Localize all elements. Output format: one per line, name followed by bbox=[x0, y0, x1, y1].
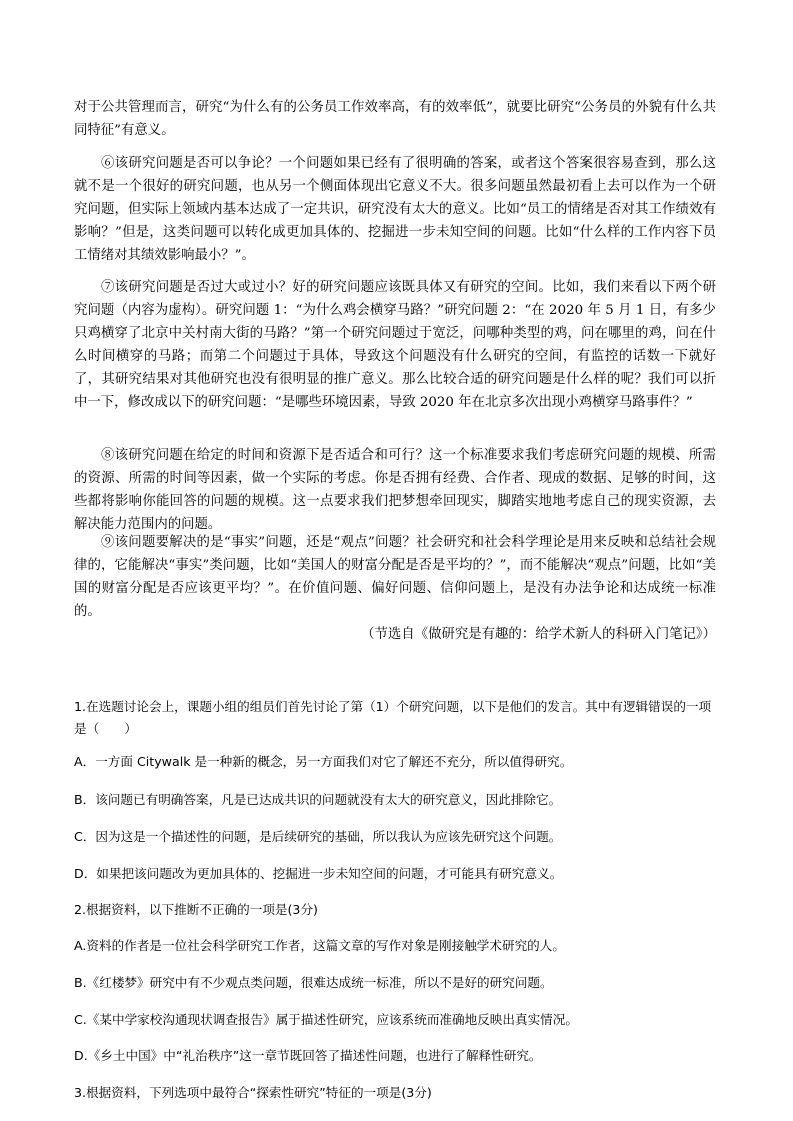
article-paragraph-intro: 对于公共管理而言，研究“为什么有的公务员工作效率高，有的效率低”，就要比研究“公务员的外貌有什么共同特征”有意义。 bbox=[74, 100, 716, 138]
article-paragraph-8: ⑧该研究问题在给定的时间和资源下是否适合和可行？这一个标准要求我们考虑研究问题的规模、所需的资源、所需的时间等因素，做一个实际的考虑。你是否拥有经费、合作者、现成的数据、足够的时间，这些都将影响你能回答的问题的规模。这一点要求我们把梦想牵回现实，脚踏实地地考虑自己的现实资源，去解决能力范围内的问题。 bbox=[74, 448, 716, 532]
question-2-stem: 2.根据资料，以下推断不正确的一项是(3分) bbox=[74, 902, 318, 917]
question-2-option-b: B.《红楼梦》研究中有不少观点类问题，很难达成统一标准，所以不是好的研究问题。 bbox=[74, 975, 553, 990]
article-paragraph-9: ⑨该问题要解决的是“事实”问题，还是“观点”问题？社会研究和社会科学理论是用来反映和总结社会规律的，它能解决“事实”类问题，比如“美国人的财富分配是否是平均的？”，而不能解决“观点”问题，比如“美国的财富分配是否应该更平均？”。在价值问题、偏好问题、信仰问题上，是没有办法争论和达成统一标准的。 bbox=[74, 535, 716, 619]
question-2-option-c: C.《某中学家校沟通现状调查报告》属于描述性研究，应该系统而准确地反映出真实情况。 bbox=[74, 1012, 578, 1027]
question-1-option-b: B．该问题已有明确答案，凡是已达成共识的问题就没有太大的研究意义，因此排除它。 bbox=[74, 792, 562, 807]
question-1-option-a: A．一方面 Citywalk 是一种新的概念，另一方面我们对它了解还不充分，所以值得研究。 bbox=[74, 754, 573, 769]
question-1-stem: 1.在选题讨论会上，课题小组的组员们首先讨论了第（1）个研究问题，以下是他们的发言。其中有逻辑错误的一项是（ ） bbox=[74, 699, 712, 736]
question-2-option-d: D.《乡土中国》中“礼治秩序”这一章节既回答了描述性问题，也进行了解释性研究。 bbox=[74, 1048, 542, 1063]
question-1-option-d: D．如果把该问题改为更加具体的、挖掘进一步未知空间的问题，才可能具有研究意义。 bbox=[74, 866, 563, 881]
question-2-option-a: A.资料的作者是一位社会科学研究工作者，这篇文章的写作对象是刚接触学术研究的人。 bbox=[74, 938, 565, 953]
question-1-option-c: C．因为这是一个描述性的问题，是后续研究的基础，所以我认为应该先研究这个问题。 bbox=[74, 829, 562, 844]
article-paragraph-7: ⑦该研究问题是否过大或过小？好的研究问题应该既具体又有研究的空间。比如，我们来看以下两个研究问题（内容为虚构）。研究问题 1：“为什么鸡会横穿马路？”研究问题 2：“在 2020 年 5 月 1 日，有多少只鸡横穿了北京中关村南大街的马路？”第一个研究问题过于宽泛，问哪种类型的鸡，问在哪里的鸡，问在什么时间横穿的马路；而第二个问题过于具体，导致这个问题没有什么研究的空间，有监控的话数一下就好了，其研究结果对其他研究也没有很明显的推广意义。那么比较合适的研究问题是什么样的呢？我们可以折中一下，修改成以下的研究问题：“是哪些环境因素，导致 2020 年在北京多次出现小鸡横穿马路事件？” bbox=[74, 280, 716, 410]
article-source-citation: （节选自《做研究是有趣的：给学术新人的科研入门笔记》） bbox=[361, 627, 716, 642]
article-paragraph-6: ⑥该研究问题是否可以争论？一个问题如果已经有了很明确的答案，或者这个答案很容易查到，那么这就不是一个很好的研究问题，也从另一个侧面体现出它意义不大。很多问题虽然最初看上去可以作为一个研究问题，但实际上领域内基本达成了一定共识，研究没有太大的意义。比如“员工的情绪是否对其工作绩效有影响？”但是，这类问题可以转化成更加具体的、挖掘进一步未知空间的问题。比如“什么样的工作内容下员工情绪对其绩效影响最小？”。 bbox=[74, 156, 716, 263]
question-3-stem: 3.根据资料，下列选项中最符合“探索性研究”特征的一项是(3分) bbox=[74, 1085, 432, 1100]
